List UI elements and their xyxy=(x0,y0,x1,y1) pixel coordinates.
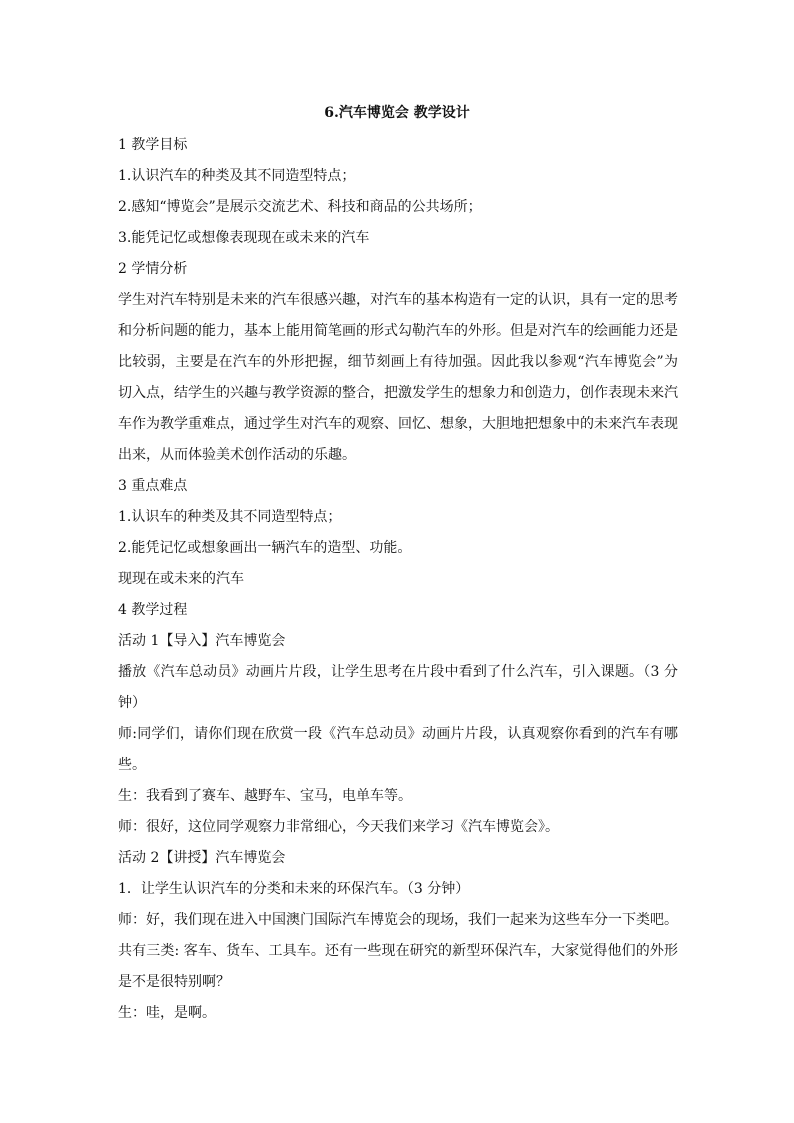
dialogue-teacher: 师：很好，这位同学观察力非常细心，今天我们来学习《汽车博览会》。 xyxy=(118,819,559,835)
document-body xyxy=(118,130,678,1029)
goal-item: 3.能凭记忆或想像表现现在或未来的汽车 xyxy=(118,230,370,246)
heading-learner-analysis: 2 学情分析 xyxy=(118,261,188,277)
process-paragraph: 播放《汽车总动员》动画片片段，让学生思考在片段中看到了什么汽车，引入课题。（3 分钟） xyxy=(118,664,678,711)
heading-teaching-process: 4 教学过程 xyxy=(118,602,188,618)
dialogue-student: 生：我看到了赛车、越野车、宝马，电单车等。 xyxy=(118,788,412,804)
heading-teaching-goals: 1 教学目标 xyxy=(118,137,188,153)
dialogue-teacher: 师：好，我们现在进入中国澳门国际汽车博览会的现场，我们一起来为这些车分一下类吧。共有三类: 客车、货车、工具车。还有一些现在研究的新型环保汽车，大家觉得他们的外形是不是很特别啊？ xyxy=(118,912,678,990)
heading-key-difficulties: 3 重点难点 xyxy=(118,478,188,494)
activity-heading: 活动 1【导入】汽车博览会 xyxy=(118,633,286,649)
activity-heading: 活动 2【讲授】汽车博览会 xyxy=(118,850,286,866)
document-title: 6.汽车博览会 教学设计 xyxy=(324,105,470,121)
key-point-item: 现现在或未来的汽车 xyxy=(118,571,244,587)
goal-item: 2.感知“博览会”是展示交流艺术、科技和商品的公共场所； xyxy=(118,199,482,215)
dialogue-student: 生：哇，是啊。 xyxy=(118,1005,216,1021)
process-paragraph: 1．让学生认识汽车的分类和未来的环保汽车。（3 分钟） xyxy=(118,881,470,897)
goal-item: 1.认识汽车的种类及其不同造型特点； xyxy=(118,168,356,184)
learner-analysis-paragraph: 学生对汽车特别是未来的汽车很感兴趣，对汽车的基本构造有一定的认识，具有一定的思考和分析问题的能力，基本上能用简笔画的形式勾勒汽车的外形。但是对汽车的绘画能力还是比较弱，主要是在汽车的外形把握，细节刻画上有待加强。因此我以参观“汽车博览会”为切入点，结学生的兴趣与教学资源的整合，把激发学生的想象力和创造力，创作表现未来汽车作为教学重难点，通过学生对汽车的观察、回忆、想象，大胆地把想象中的未来汽车表现出来，从而体验美术创作活动的乐趣。 xyxy=(118,292,678,463)
key-point-item: 1.认识车的种类及其不同造型特点； xyxy=(118,509,342,525)
dialogue-teacher: 师:同学们，请你们现在欣赏一段《汽车总动员》动画片片段，认真观察你看到的汽车有哪些。 xyxy=(118,726,678,773)
key-point-item: 2.能凭记忆或想象画出一辆汽车的造型、功能。 xyxy=(118,540,412,556)
